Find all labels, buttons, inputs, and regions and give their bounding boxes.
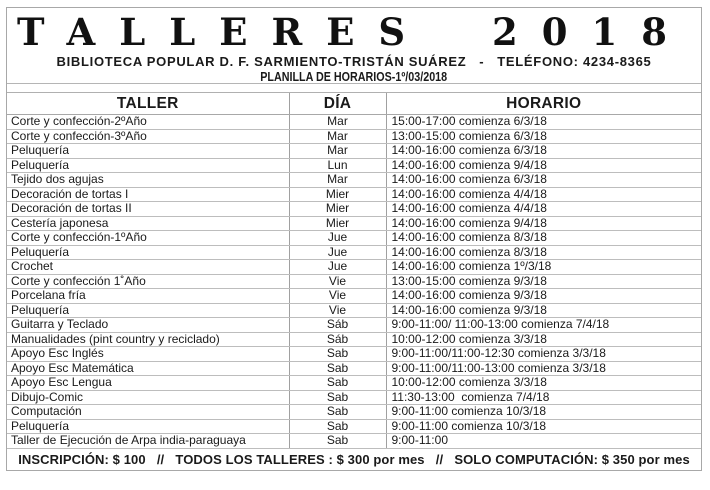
schedule-table-header	[7, 93, 701, 115]
cell-horario: 13:00-15:00 comienza 6/3/18	[386, 129, 701, 144]
table-row	[7, 390, 701, 405]
cell-horario: 15:00-17:00 comienza 6/3/18	[386, 115, 701, 130]
cell-taller: Corte y confección 1˚Año	[7, 274, 289, 289]
cell-taller: Peluquería	[7, 303, 289, 318]
cell-taller: Crochet	[7, 260, 289, 275]
cell-horario: 14:00-16:00 comienza 8/3/18	[386, 231, 701, 246]
cell-horario: 14:00-16:00 comienza 6/3/18	[386, 173, 701, 188]
cell-horario: 11:30-13:00 comienza 7/4/18	[386, 390, 701, 405]
cell-dia: Sáb	[289, 318, 386, 333]
table-row	[7, 173, 701, 188]
cell-taller: Porcelana fría	[7, 289, 289, 304]
cell-dia: Jue	[289, 231, 386, 246]
cell-dia: Vie	[289, 303, 386, 318]
header-row	[7, 93, 701, 115]
cell-dia: Lun	[289, 158, 386, 173]
table-row	[7, 303, 701, 318]
cell-dia: Vie	[289, 289, 386, 304]
planilla-subtitle: PLANILLA DE HORARIOS-1º/03/2018	[260, 70, 448, 84]
cell-dia: Mier	[289, 187, 386, 202]
table-row	[7, 245, 701, 260]
cell-dia: Mar	[289, 144, 386, 159]
cell-horario: 14:00-16:00 comienza 9/3/18	[386, 289, 701, 304]
cell-horario: 14:00-16:00 comienza 9/3/18	[386, 303, 701, 318]
cell-taller: Apoyo Esc Inglés	[7, 347, 289, 362]
cell-dia: Sab	[289, 361, 386, 376]
cell-dia: Sab	[289, 376, 386, 391]
table-row	[7, 405, 701, 420]
cell-dia: Sab	[289, 405, 386, 420]
cell-horario: 9:00-11:00 comienza 10/3/18	[386, 419, 701, 434]
cell-taller: Apoyo Esc Lengua	[7, 376, 289, 391]
table-row	[7, 274, 701, 289]
cell-taller: Taller de Ejecución de Arpa india-paraguaya	[7, 434, 289, 449]
cell-dia: Mier	[289, 202, 386, 217]
cell-taller: Apoyo Esc Matemática	[7, 361, 289, 376]
cell-dia: Sab	[289, 419, 386, 434]
cell-taller: Guitarra y Teclado	[7, 318, 289, 333]
schedule-table-body	[7, 115, 701, 449]
table-row	[7, 419, 701, 434]
cell-taller: Peluquería	[7, 419, 289, 434]
table-row	[7, 289, 701, 304]
table-row	[7, 129, 701, 144]
title-table-gap	[7, 84, 701, 92]
table-row	[7, 376, 701, 391]
cell-taller: Corte y confección-1ºAño	[7, 231, 289, 246]
cell-taller: Peluquería	[7, 158, 289, 173]
cell-taller: Tejido dos agujas	[7, 173, 289, 188]
cell-taller: Corte y confección-2ºAño	[7, 115, 289, 130]
cell-horario: 14:00-16:00 comienza 1º/3/18	[386, 260, 701, 275]
table-row	[7, 216, 701, 231]
table-row	[7, 434, 701, 449]
table-row	[7, 144, 701, 159]
planilla-subtitle-wrap	[7, 70, 701, 84]
table-row	[7, 318, 701, 333]
cell-horario: 10:00-12:00 comienza 3/3/18	[386, 376, 701, 391]
table-row	[7, 202, 701, 217]
title-block	[7, 8, 701, 84]
cell-dia: Mar	[289, 115, 386, 130]
cell-horario: 10:00-12:00 comienza 3/3/18	[386, 332, 701, 347]
cell-horario: 14:00-16:00 comienza 4/4/18	[386, 202, 701, 217]
cell-taller: Computación	[7, 405, 289, 420]
table-row	[7, 361, 701, 376]
cell-horario: 14:00-16:00 comienza 8/3/18	[386, 245, 701, 260]
table-row	[7, 187, 701, 202]
table-row	[7, 115, 701, 130]
pricing-footer: INSCRIPCIÓN: $ 100 // TODOS LOS TALLERES : $ 300 por mes // SOLO COMPUTACIÓN: $ 350 por mes	[18, 452, 690, 467]
cell-dia: Sab	[289, 390, 386, 405]
table-row	[7, 332, 701, 347]
column-header-dia: DÍA	[289, 93, 386, 115]
cell-horario: 9:00-11:00	[386, 434, 701, 449]
cell-horario: 14:00-16:00 comienza 6/3/18	[386, 144, 701, 159]
cell-dia: Mier	[289, 216, 386, 231]
cell-horario: 9:00-11:00/ 11:00-13:00 comienza 7/4/18	[386, 318, 701, 333]
table-row	[7, 231, 701, 246]
cell-taller: Peluquería	[7, 245, 289, 260]
cell-dia: Jue	[289, 260, 386, 275]
cell-horario: 9:00-11:00/11:00-12:30 comienza 3/3/18	[386, 347, 701, 362]
cell-dia: Sáb	[289, 332, 386, 347]
schedule-table	[7, 92, 701, 449]
cell-taller: Peluquería	[7, 144, 289, 159]
cell-taller: Dibujo-Comic	[7, 390, 289, 405]
table-row	[7, 260, 701, 275]
page-title: TALLERES 2018	[17, 10, 691, 54]
library-subtitle: BIBLIOTECA POPULAR D. F. SARMIENTO-TRISTÁN SUÁREZ - TELÉFONO: 4234-8365	[56, 54, 652, 69]
cell-taller: Decoración de tortas II	[7, 202, 289, 217]
cell-taller: Cestería japonesa	[7, 216, 289, 231]
cell-dia: Mar	[289, 129, 386, 144]
cell-dia: Sab	[289, 434, 386, 449]
cell-horario: 14:00-16:00 comienza 9/4/18	[386, 216, 701, 231]
cell-dia: Jue	[289, 245, 386, 260]
cell-dia: Mar	[289, 173, 386, 188]
cell-horario: 9:00-11:00/11:00-13:00 comienza 3/3/18	[386, 361, 701, 376]
cell-dia: Vie	[289, 274, 386, 289]
column-header-horario: HORARIO	[386, 93, 701, 115]
cell-dia: Sab	[289, 347, 386, 362]
cell-horario: 14:00-16:00 comienza 4/4/18	[386, 187, 701, 202]
cell-horario: 9:00-11:00 comienza 10/3/18	[386, 405, 701, 420]
cell-taller: Manualidades (pint country y reciclado)	[7, 332, 289, 347]
schedule-sheet	[6, 7, 702, 471]
table-row	[7, 347, 701, 362]
cell-horario: 13:00-15:00 comienza 9/3/18	[386, 274, 701, 289]
column-header-taller: TALLER	[7, 93, 289, 115]
cell-horario: 14:00-16:00 comienza 9/4/18	[386, 158, 701, 173]
table-row	[7, 158, 701, 173]
cell-taller: Decoración de tortas I	[7, 187, 289, 202]
cell-taller: Corte y confección-3ºAño	[7, 129, 289, 144]
